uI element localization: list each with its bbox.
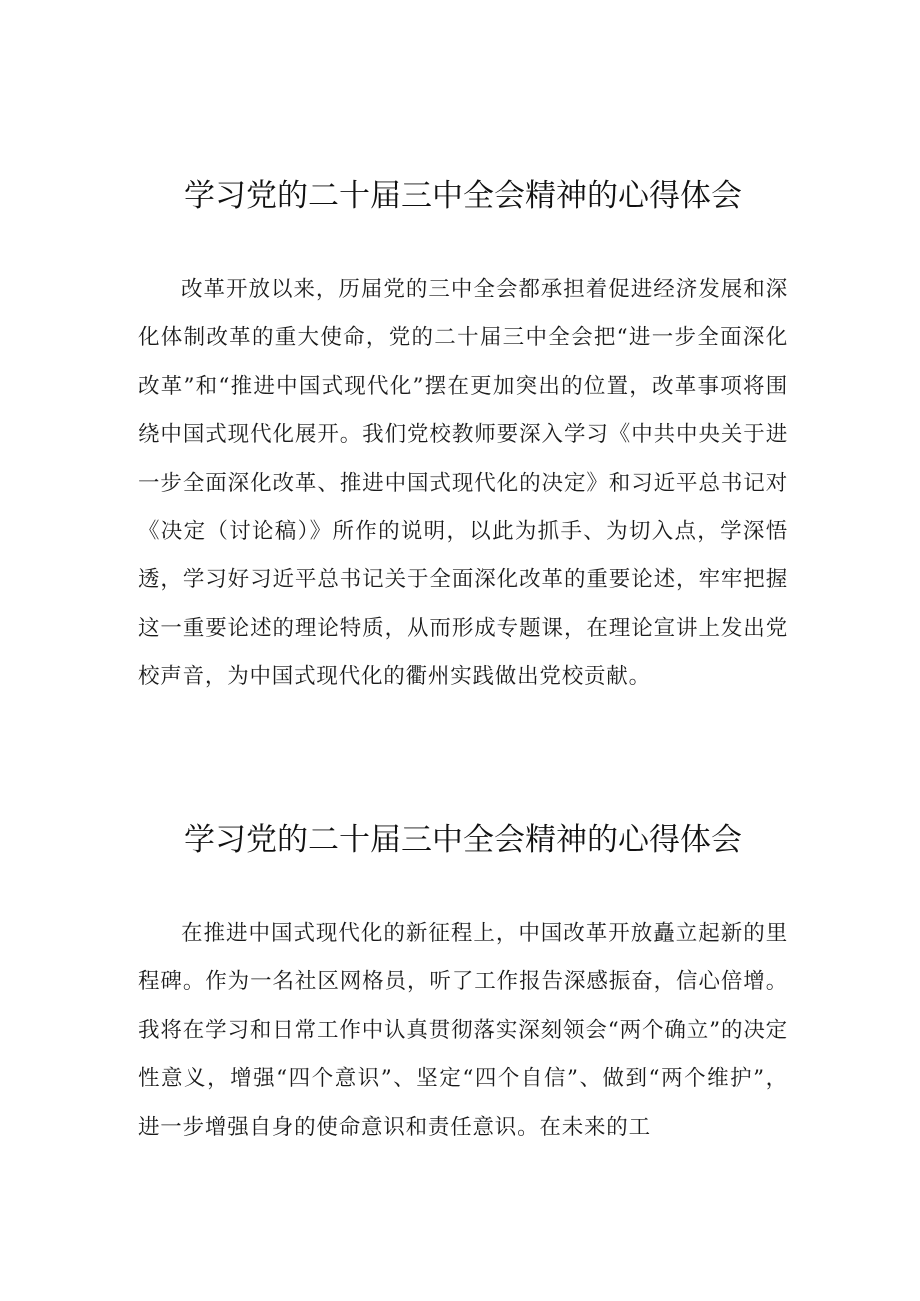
article-title: 学习党的二十届三中全会精神的心得体会 xyxy=(184,822,742,858)
article-title: 学习党的二十届三中全会精神的心得体会 xyxy=(184,178,742,214)
article-2 xyxy=(138,812,788,1152)
article-paragraph: 改革开放以来，历届党的三中全会都承担着促进经济发展和深化体制改革的重大使命，党的二十届三中全会把“进一步全面深化改革”和“推进中国式现代化”摆在更加突出的位置，改革事项将围绕中国式现代化展开。我们党校教师要深入学习《中共中央关于进一步全面深化改革、推进中国式现代化的决定》和习近平总书记对《决定（讨论稿）》所作的说明，以此为抓手、为切入点，学深悟透，学习好习近平总书记关于全面深化改革的重要论述，牢牢把握这一重要论述的理论特质，从而形成专题课，在理论宣讲上发出党校声音，为中国式现代化的衢州实践做出党校贡献。 xyxy=(138,277,788,690)
article-1 xyxy=(138,168,788,702)
article-paragraph: 在推进中国式现代化的新征程上，中国改革开放矗立起新的里程碑。作为一名社区网格员，听了工作报告深感振奋，信心倍增。我将在学习和日常工作中认真贯彻落实深刻领会“两个确立”的决定性意义，增强“四个意识”、坚定“四个自信”、做到“两个维护”，进一步增强自身的使命意识和责任意识。在未来的工 xyxy=(138,921,788,1140)
